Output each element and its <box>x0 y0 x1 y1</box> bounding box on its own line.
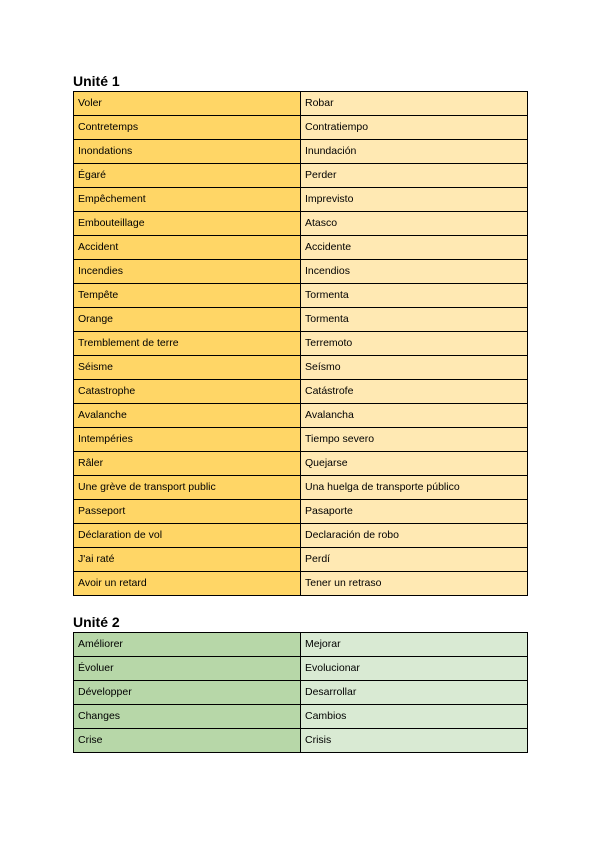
table-row <box>74 404 528 428</box>
table-row <box>74 572 528 596</box>
spanish-translation-cell: Imprevisto <box>301 188 528 212</box>
french-term-cell: Crise <box>74 729 301 753</box>
table-row <box>74 284 528 308</box>
french-term-cell: Développer <box>74 681 301 705</box>
table-row <box>74 332 528 356</box>
french-term-cell: Avoir un retard <box>74 572 301 596</box>
table-row <box>74 476 528 500</box>
spanish-translation-cell: Perder <box>301 164 528 188</box>
french-term-cell: Évoluer <box>74 657 301 681</box>
table-row <box>74 633 528 657</box>
french-term-cell: Séisme <box>74 356 301 380</box>
french-term-cell: Améliorer <box>74 633 301 657</box>
french-term-cell: Catastrophe <box>74 380 301 404</box>
spanish-translation-cell: Tiempo severo <box>301 428 528 452</box>
unit-1-section <box>73 72 527 596</box>
french-term-cell: Déclaration de vol <box>74 524 301 548</box>
table-row <box>74 236 528 260</box>
unit-1-table-body <box>74 92 528 596</box>
unit-2-section <box>73 613 527 753</box>
french-term-cell: Contretemps <box>74 116 301 140</box>
french-term-cell: Passeport <box>74 500 301 524</box>
table-row <box>74 705 528 729</box>
spanish-translation-cell: Cambios <box>301 705 528 729</box>
spanish-translation-cell: Terremoto <box>301 332 528 356</box>
spanish-translation-cell: Catástrofe <box>301 380 528 404</box>
spanish-translation-cell: Accidente <box>301 236 528 260</box>
french-term-cell: Empêchement <box>74 188 301 212</box>
spanish-translation-cell: Incendios <box>301 260 528 284</box>
table-row <box>74 164 528 188</box>
table-row <box>74 116 528 140</box>
spanish-translation-cell: Declaración de robo <box>301 524 528 548</box>
table-row <box>74 681 528 705</box>
spanish-translation-cell: Tener un retraso <box>301 572 528 596</box>
unit-1-title: Unité 1 <box>73 73 120 89</box>
french-term-cell: Tremblement de terre <box>74 332 301 356</box>
french-term-cell: Changes <box>74 705 301 729</box>
spanish-translation-cell: Contratiempo <box>301 116 528 140</box>
unit-2-vocabulary-table <box>73 632 528 753</box>
table-row <box>74 356 528 380</box>
spanish-translation-cell: Tormenta <box>301 308 528 332</box>
spanish-translation-cell: Avalancha <box>301 404 528 428</box>
french-term-cell: Accident <box>74 236 301 260</box>
spanish-translation-cell: Robar <box>301 92 528 116</box>
french-term-cell: Orange <box>74 308 301 332</box>
table-row <box>74 452 528 476</box>
spanish-translation-cell: Evolucionar <box>301 657 528 681</box>
spanish-translation-cell: Crisis <box>301 729 528 753</box>
table-row <box>74 212 528 236</box>
unit-1-vocabulary-table <box>73 91 528 596</box>
french-term-cell: Râler <box>74 452 301 476</box>
french-term-cell: Égaré <box>74 164 301 188</box>
french-term-cell: Une grève de transport public <box>74 476 301 500</box>
table-row <box>74 657 528 681</box>
unit-2-table-body <box>74 633 528 753</box>
spanish-translation-cell: Mejorar <box>301 633 528 657</box>
spanish-translation-cell: Desarrollar <box>301 681 528 705</box>
spanish-translation-cell: Una huelga de transporte público <box>301 476 528 500</box>
table-row <box>74 500 528 524</box>
table-row <box>74 92 528 116</box>
table-row <box>74 548 528 572</box>
french-term-cell: Inondations <box>74 140 301 164</box>
french-term-cell: Voler <box>74 92 301 116</box>
french-term-cell: Tempête <box>74 284 301 308</box>
french-term-cell: Avalanche <box>74 404 301 428</box>
table-row <box>74 729 528 753</box>
french-term-cell: J'ai raté <box>74 548 301 572</box>
spanish-translation-cell: Tormenta <box>301 284 528 308</box>
unit-2-title: Unité 2 <box>73 614 120 630</box>
spanish-translation-cell: Pasaporte <box>301 500 528 524</box>
table-row <box>74 140 528 164</box>
french-term-cell: Embouteillage <box>74 212 301 236</box>
spanish-translation-cell: Perdí <box>301 548 528 572</box>
table-row <box>74 188 528 212</box>
spanish-translation-cell: Quejarse <box>301 452 528 476</box>
spanish-translation-cell: Inundación <box>301 140 528 164</box>
table-row <box>74 380 528 404</box>
spanish-translation-cell: Seísmo <box>301 356 528 380</box>
table-row <box>74 524 528 548</box>
table-row <box>74 308 528 332</box>
table-row <box>74 428 528 452</box>
spanish-translation-cell: Atasco <box>301 212 528 236</box>
french-term-cell: Incendies <box>74 260 301 284</box>
table-row <box>74 260 528 284</box>
french-term-cell: Intempéries <box>74 428 301 452</box>
